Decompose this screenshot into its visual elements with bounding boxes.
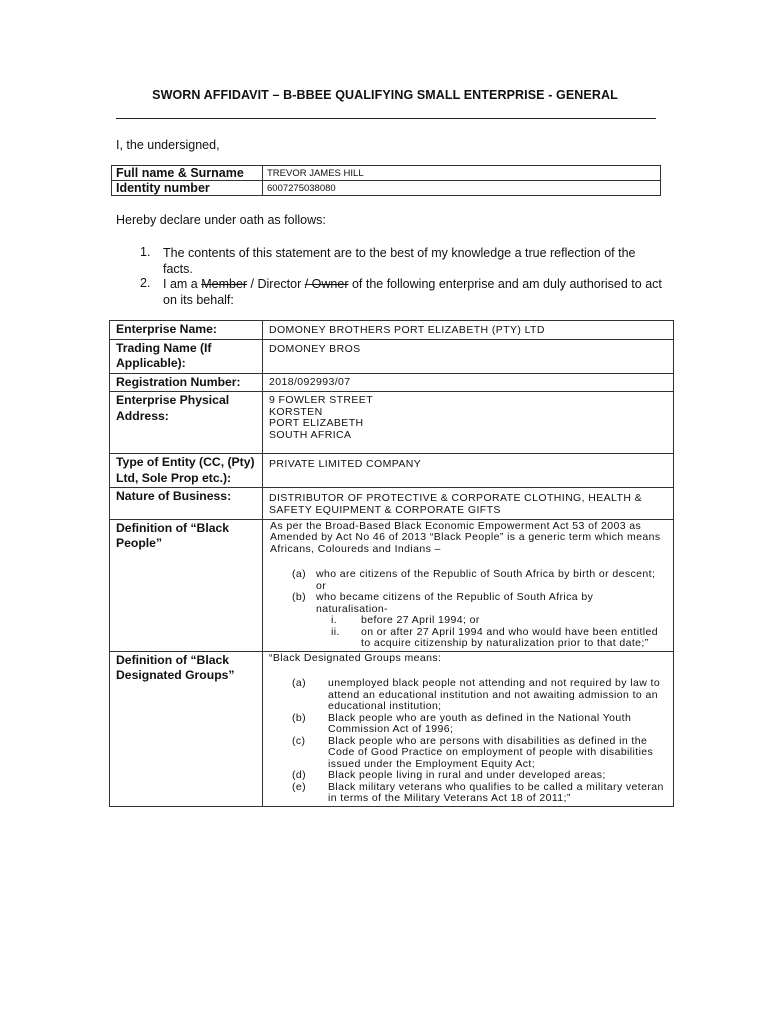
list-text: on or after 27 April 1994 and who would have been entitled to acquire citizenship by naturalization prior to that date;” <box>361 625 658 649</box>
table-row <box>110 373 674 392</box>
item-suffix: of the following enterprise and am duly authorised to act on its behalf: <box>163 277 662 307</box>
designated-intro: “Black Designated Groups means: <box>269 651 442 664</box>
nature-of-business-label: Nature of Business: <box>110 488 263 520</box>
black-people-label: Definition of “Black People” <box>110 519 263 651</box>
trading-name-field[interactable]: DOMONEY BROS <box>263 339 674 373</box>
list-marker: i. <box>331 614 338 626</box>
list-item <box>269 736 667 771</box>
list-marker: (b) <box>292 591 307 603</box>
trading-name-label: Trading Name (If Applicable): <box>110 339 263 373</box>
full-name-label: Full name & Surname <box>112 166 263 181</box>
list-item <box>269 627 667 650</box>
physical-address-field[interactable]: 9 FOWLER STREET KORSTEN PORT ELIZABETH SOUTH AFRICA <box>263 392 674 454</box>
table-row <box>110 519 674 651</box>
list-item <box>269 592 667 615</box>
registration-number-label: Registration Number: <box>110 373 263 392</box>
list-marker: (b) <box>292 711 307 724</box>
list-text: Black military veterans who qualifies to be called a military veteran in terms of the Military Veterans Act 18 of 2011;” <box>328 780 664 804</box>
list-marker: (a) <box>292 568 307 580</box>
enterprise-name-label: Enterprise Name: <box>110 321 263 340</box>
item-director: / Director <box>247 277 305 291</box>
table-row <box>110 339 674 373</box>
list-marker: (e) <box>292 780 307 793</box>
designated-groups-definition <box>263 651 674 806</box>
list-marker: (d) <box>292 769 307 781</box>
document-title: SWORN AFFIDAVIT – B-BBEE QUALIFYING SMALL ENTERPRISE - GENERAL <box>152 88 618 102</box>
list-item <box>269 678 667 713</box>
physical-address-label: Enterprise Physical Address: <box>110 392 263 454</box>
item-text <box>163 276 663 308</box>
list-item <box>269 713 667 736</box>
nature-of-business-field[interactable]: DISTRIBUTOR OF PROTECTIVE & CORPORATE CLOTHING, HEALTH & SAFETY EQUIPMENT & CORPORATE GIFTS <box>263 488 674 520</box>
item-number: 2. <box>140 276 151 290</box>
table-row <box>110 488 674 520</box>
table-row <box>112 181 661 196</box>
entity-type-label: Type of Entity (CC, (Pty) Ltd, Sole Prop etc.): <box>110 454 263 488</box>
list-text: unemployed black people not attending and not required by law to attend an educational institution and not awaiting admission to an educational institution; <box>328 677 661 712</box>
identity-number-label: Identity number <box>112 181 263 196</box>
intro-text: I, the undersigned, <box>116 138 220 152</box>
declaration-text: Hereby declare under oath as follows: <box>116 213 326 227</box>
table-row <box>110 321 674 340</box>
struck-owner: / Owner <box>304 277 349 291</box>
table-row <box>110 651 674 806</box>
enterprise-name-field[interactable]: DOMONEY BROTHERS PORT ELIZABETH (PTY) LTD <box>263 321 674 340</box>
list-text: Black people who are youth as defined in the National Youth Commission Act of 1996; <box>328 711 632 735</box>
item-prefix: I am a <box>163 277 202 291</box>
list-text: who became citizens of the Republic of South Africa by naturalisation- <box>316 591 594 615</box>
full-name-field[interactable]: TREVOR JAMES HILL <box>263 166 661 181</box>
table-row <box>112 166 661 181</box>
table-row <box>110 454 674 488</box>
list-marker: (c) <box>292 734 306 747</box>
list-item <box>269 770 667 782</box>
designated-groups-label: Definition of “Black Designated Groups” <box>110 651 263 806</box>
identity-number-field[interactable]: 6007275038080 <box>263 181 661 196</box>
item-number: 1. <box>140 245 151 259</box>
list-text: who are citizens of the Republic of South Africa by birth or descent; or <box>316 568 656 592</box>
item-text: The contents of this statement are to the best of my knowledge a true reflection of the facts. <box>163 246 636 276</box>
enterprise-table <box>109 320 674 807</box>
list-item <box>269 782 667 805</box>
title-divider <box>116 118 656 119</box>
list-marker: ii. <box>331 625 340 638</box>
list-text: Black people who are persons with disabilities as defined in the Code of Good Practice on employment of people with disabilities issued under the Employment Equity Act; <box>328 734 654 770</box>
table-row <box>110 392 674 454</box>
list-text: before 27 April 1994; or <box>361 614 480 626</box>
black-people-intro: As per the Broad-Based Black Economic Empowerment Act 53 of 2003 as Amended by Act No 46 of 2013 “Black People” is a generic term which means Africans, Coloureds and Indians – <box>270 519 661 555</box>
list-item <box>269 615 667 627</box>
identity-table <box>111 165 661 196</box>
registration-number-field[interactable]: 2018/092993/07 <box>263 373 674 392</box>
black-people-definition <box>263 519 674 651</box>
struck-member: Member <box>201 277 248 291</box>
list-text: Black people living in rural and under developed areas; <box>328 769 606 781</box>
list-marker: (a) <box>292 677 307 689</box>
list-item <box>269 569 667 592</box>
entity-type-field[interactable]: PRIVATE LIMITED COMPANY <box>263 454 674 488</box>
